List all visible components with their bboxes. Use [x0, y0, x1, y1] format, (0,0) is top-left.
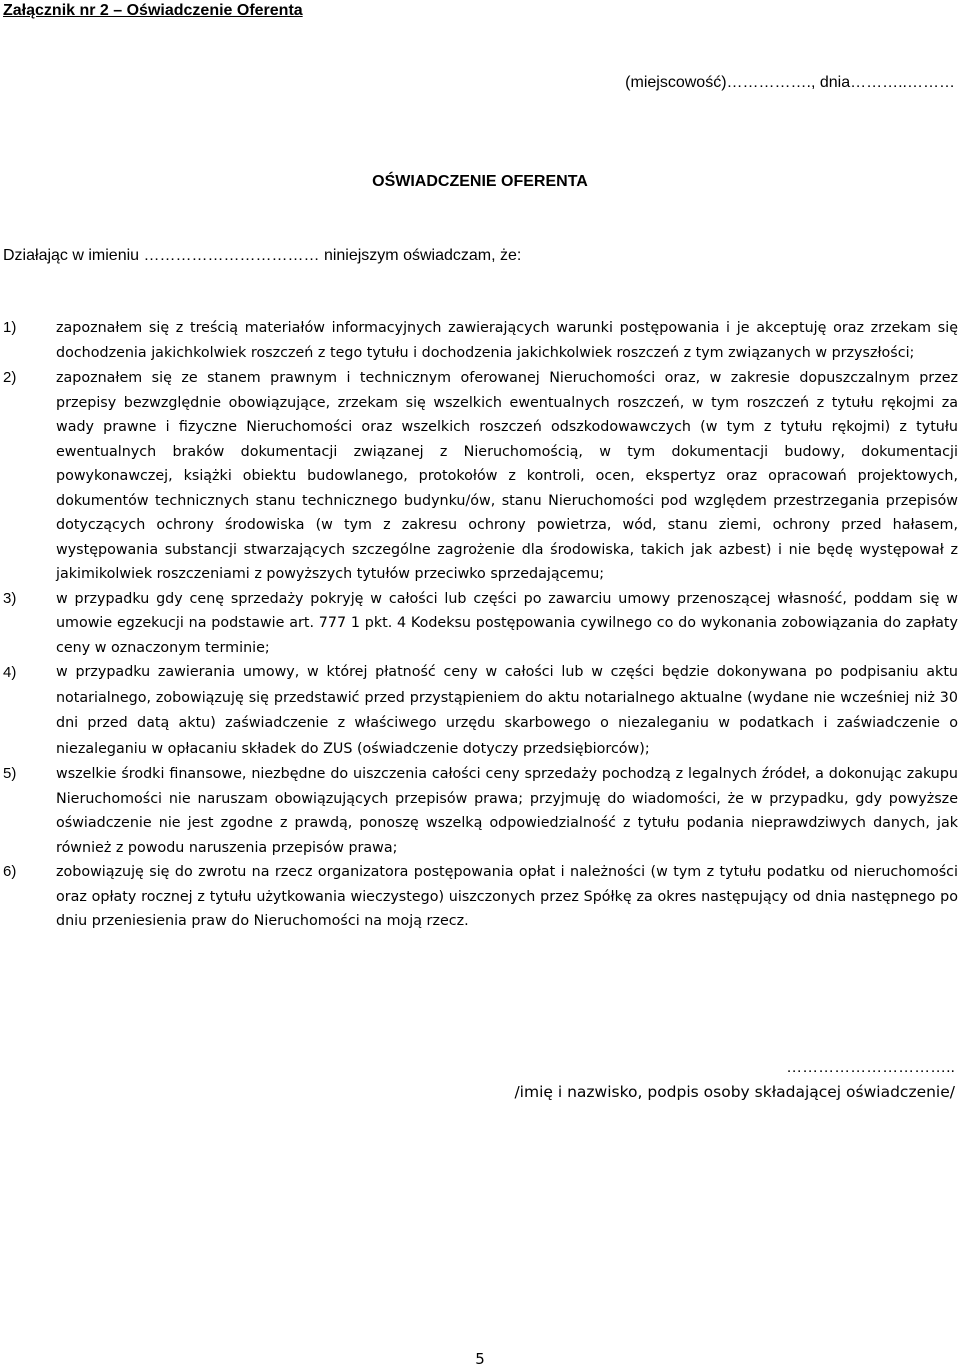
item-number: 4) [3, 664, 17, 681]
signature-label: /imię i nazwisko, podpis osoby składającej oświadczenie/ [514, 1083, 955, 1101]
declaration-item-2 [0, 366, 958, 587]
page-number: 5 [475, 1350, 485, 1368]
item-number: 3) [3, 589, 17, 607]
item-number: 2) [3, 369, 17, 386]
signature-dots: ………………………….. [786, 1059, 955, 1076]
item-text: w przypadku gdy cenę sprzedaży pokryję w całości lub części po zawarciu umowy przenoszącej własność, poddam się w umowie egzekucji na podstawie art. 777 1 pkt. 4 Kodeksu postępowania cywilnego co do wykonania zobowiązania do zapłaty ceny w oznaczonym terminie; [56, 590, 958, 656]
item-text: zapoznałem się ze stanem prawnym i technicznym oferowanej Nieruchomości oraz, w zakresie dopuszczalnym przez przepisy bezwzględnie obowiązujące, zrzekam się wszelkich ewentualnych roszczeń, w tym roszczeń z tytułu rękojmi za wady prawne i fizyczne Nieruchomości oraz wszelkich roszczeń odszkodowawczych (w tym z tytułu rękojmi) z tytułu ewentualnych braków dokumentacji związanej z Nieruchomością, w tym dokumentacji budowy, dokumentacji powykonawczej, książki obiektu budowlanego, protokołów z kontroli, ocen, ekspertyz oraz opracowań projektowych, dokumentów technicznych stanu technicznego budynku/ów, stanu Nieruchomości pod względem przestrzegania przepisów dotyczących ochrony środowiska (w tym z zakresu ochrony powietrza, wód, stanu ziemi, ochrony przed hałasem, występowania substancji stwarzających szczególne zagrożenie dla środowiska, takich jak azbest) i nie będę występował z jakimikolwiek roszczeniami z powyższych tytułów przeciwko sprzedającemu; [56, 370, 958, 582]
item-text: w przypadku zawierania umowy, w której płatność ceny w całości lub w części będzie dokonywana po podpisaniu aktu notarialnego, zobowiązuję się przedstawić przed przystąpieniem do aktu notarialnego aktualne (wydane nie wcześniej niż 30 dni przed datą aktu) zaświadczenie z właściwego urzędu skarbowego o niezaleganiu w podatkach i zaświadczenie o niezaleganiu w opłacaniu składek do ZUS (oświadczenie dotyczy przedsiębiorców); [56, 664, 958, 757]
declaration-item-6 [0, 860, 958, 934]
item-text: wszelkie środki finansowe, niezbędne do uiszczenia całości ceny sprzedaży pochodzą z legalnych źródeł, a dokonując zakupu Nieruchomości nie naruszam obowiązujących przepisów prawa; przyjmuję do wiadomości, że w przypadku, gdy powyższe oświadczenie nie jest zgodne z prawdą, ponoszę wszelką odpowiedzialność z tytułu podania nieprawdziwych danych, jak również z powodu naruszenia przepisów prawa; [56, 766, 958, 856]
item-number: 6) [3, 863, 17, 880]
item-text: zobowiązuję się do zwrotu na rzecz organizatora postępowania opłat i należności (w tym z tytułu podatku od nieruchomości oraz opłaty rocznej z tytułu użytkowania wieczystego) uiszczonych przez Spółkę za okres następujący od dnia następnego po dniu przeniesienia praw do Nieruchomości na moją rzecz. [56, 864, 958, 929]
intro-line: Działając w imieniu …………………………… niniejszym oświadczam, że: [3, 247, 522, 264]
declaration-item-1 [0, 316, 958, 365]
item-text: zapoznałem się z treścią materiałów informacyjnych zawierających warunki postępowania i je akceptuję oraz zrzekam się dochodzenia jakichkolwiek roszczeń z tego tytułu i dochodzenia jakichkolwiek roszczeń z tym związanych w przyszłości; [56, 320, 958, 361]
item-number: 5) [3, 765, 17, 782]
item-number: 1) [3, 319, 17, 336]
declaration-item-4 [0, 660, 958, 762]
declaration-item-5 [0, 762, 958, 860]
declaration-item-3 [0, 587, 958, 661]
declaration-list [0, 316, 958, 934]
attachment-title: Załącznik nr 2 – Oświadczenie Oferenta [3, 2, 303, 19]
document-title: OŚWIADCZENIE OFERENTA [372, 173, 588, 190]
place-date-line: (miejscowość)……………., dnia………..……… [625, 74, 955, 91]
